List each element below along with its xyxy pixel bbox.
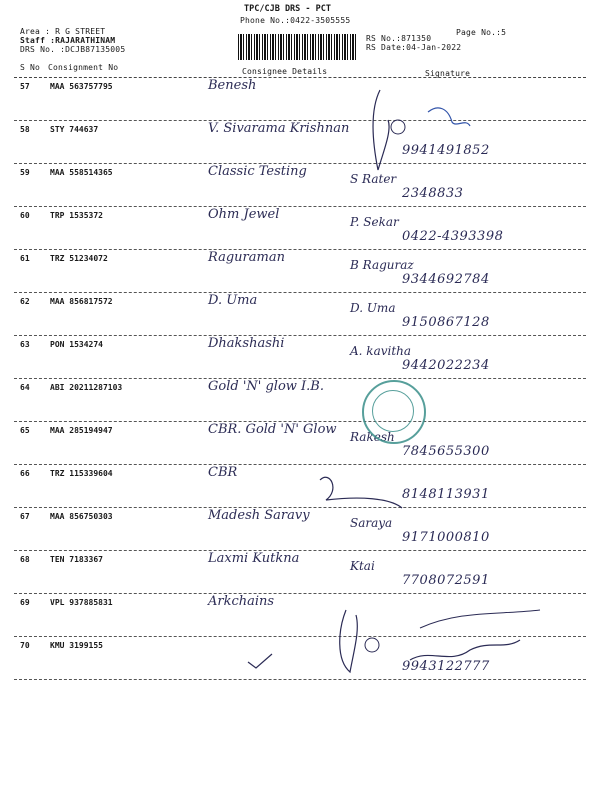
area-label: Area : R G STREET (20, 27, 106, 36)
col-header-sno: S No (20, 63, 41, 72)
row-serial-number: 62 (20, 297, 30, 306)
row-consignment-number: TEN 7183367 (50, 555, 103, 564)
row-signature-name: Rakesh (350, 430, 395, 444)
col-header-consignment: Consignment No (48, 63, 119, 72)
row-consignment-number: TRP 1535372 (50, 211, 103, 220)
row-consignment-number: KMU 3199155 (50, 641, 103, 650)
row-serial-number: 61 (20, 254, 30, 263)
row-phone-number: 9150867128 (402, 315, 490, 330)
row-signature-name: P. Sekar (350, 215, 399, 229)
row-signature-name: S Rater (350, 172, 397, 186)
table-row (0, 78, 600, 121)
row-serial-number: 68 (20, 555, 30, 564)
row-serial-number: 67 (20, 512, 30, 521)
table-row (0, 121, 600, 164)
rs-number: RS No.:871350 (366, 34, 432, 43)
row-serial-number: 63 (20, 340, 30, 349)
table-row (0, 250, 600, 293)
table-row (0, 508, 600, 551)
row-consignment-number: MAA 856817572 (50, 297, 113, 306)
row-serial-number: 69 (20, 598, 30, 607)
row-serial-number: 64 (20, 383, 30, 392)
row-consignee-name: V. Sivarama Krishnan (208, 121, 350, 136)
row-serial-number: 60 (20, 211, 30, 220)
row-consignment-number: TRZ 51234072 (50, 254, 108, 263)
row-phone-number: 7845655300 (402, 444, 490, 459)
row-signature-name: Ktai (350, 559, 375, 573)
row-serial-number: 59 (20, 168, 30, 177)
row-consignee-name: CBR. Gold 'N' Glow (208, 422, 337, 437)
phone-number: Phone No.:0422-3505555 (240, 16, 351, 25)
row-phone-number: 9941491852 (402, 143, 490, 158)
row-phone-number: 9344692784 (402, 272, 490, 287)
row-phone-number: 8148113931 (402, 487, 490, 502)
row-phone-number: 9442022234 (402, 358, 490, 373)
row-phone-number: 7708072591 (402, 573, 490, 588)
row-divider (14, 679, 586, 680)
row-phone-number: 9171000810 (402, 530, 490, 545)
row-consignment-number: VPL 937885831 (50, 598, 113, 607)
row-signature-name: A. kavitha (350, 344, 412, 358)
row-serial-number: 66 (20, 469, 30, 478)
row-consignee-name: Classic Testing (208, 164, 307, 179)
barcode-image (238, 34, 356, 60)
row-signature-name: D. Uma (350, 301, 396, 315)
table-row (0, 379, 600, 422)
row-consignee-name: Laxmi Kutkna (208, 551, 300, 566)
row-consignment-number: MAA 285194947 (50, 426, 113, 435)
row-consignment-number: STY 744637 (50, 125, 99, 134)
bank-stamp-seal (362, 380, 426, 444)
row-consignee-name: CBR (208, 465, 238, 480)
row-consignee-name: Madesh Saravy (208, 508, 310, 523)
staff-label: Staff :RAJARATHINAM (20, 36, 116, 45)
row-consignment-number: MAA 563757795 (50, 82, 113, 91)
table-row (0, 422, 600, 465)
row-serial-number: 57 (20, 82, 30, 91)
table-row (0, 293, 600, 336)
row-signature-name: Saraya (350, 516, 393, 530)
row-consignment-number: PON 1534274 (50, 340, 103, 349)
drs-number: DRS No. :DCJB87135005 (20, 45, 126, 54)
row-consignee-name: Benesh (208, 78, 257, 93)
row-signature-name: B Raguraz (350, 258, 414, 272)
row-consignee-name: D. Uma (208, 293, 258, 308)
row-consignee-name: Ohm Jewel (208, 207, 280, 222)
row-consignee-name: Raguraman (208, 250, 285, 265)
col-header-signature: Signature (425, 69, 471, 78)
row-serial-number: 58 (20, 125, 30, 134)
row-consignee-name: Dhakshashi (208, 336, 285, 351)
row-phone-number: 9943122777 (402, 659, 490, 674)
row-phone-number: 2348833 (402, 186, 464, 201)
row-consignee-name: Gold 'N' glow I.B. (208, 379, 324, 394)
table-row (0, 637, 600, 680)
table-row (0, 594, 600, 637)
rs-date: RS Date:04-Jan-2022 (366, 43, 462, 52)
row-consignee-name: Arkchains (208, 594, 275, 609)
stamp-inner-ring (372, 390, 414, 432)
table-row (0, 465, 600, 508)
col-header-consignee: Consignee Details (242, 67, 328, 76)
row-serial-number: 70 (20, 641, 30, 650)
row-consignment-number: MAA 856750303 (50, 512, 113, 521)
document-title: TPC/CJB DRS - PCT (244, 4, 331, 14)
table-row (0, 164, 600, 207)
row-consignment-number: MAA 558514365 (50, 168, 113, 177)
row-serial-number: 65 (20, 426, 30, 435)
table-row (0, 207, 600, 250)
row-consignment-number: TRZ 115339604 (50, 469, 113, 478)
row-consignment-number: ABI 20211287103 (50, 383, 123, 392)
page-number: Page No.:5 (456, 28, 507, 37)
row-phone-number: 0422-4393398 (402, 229, 504, 244)
table-row (0, 336, 600, 379)
table-row (0, 551, 600, 594)
